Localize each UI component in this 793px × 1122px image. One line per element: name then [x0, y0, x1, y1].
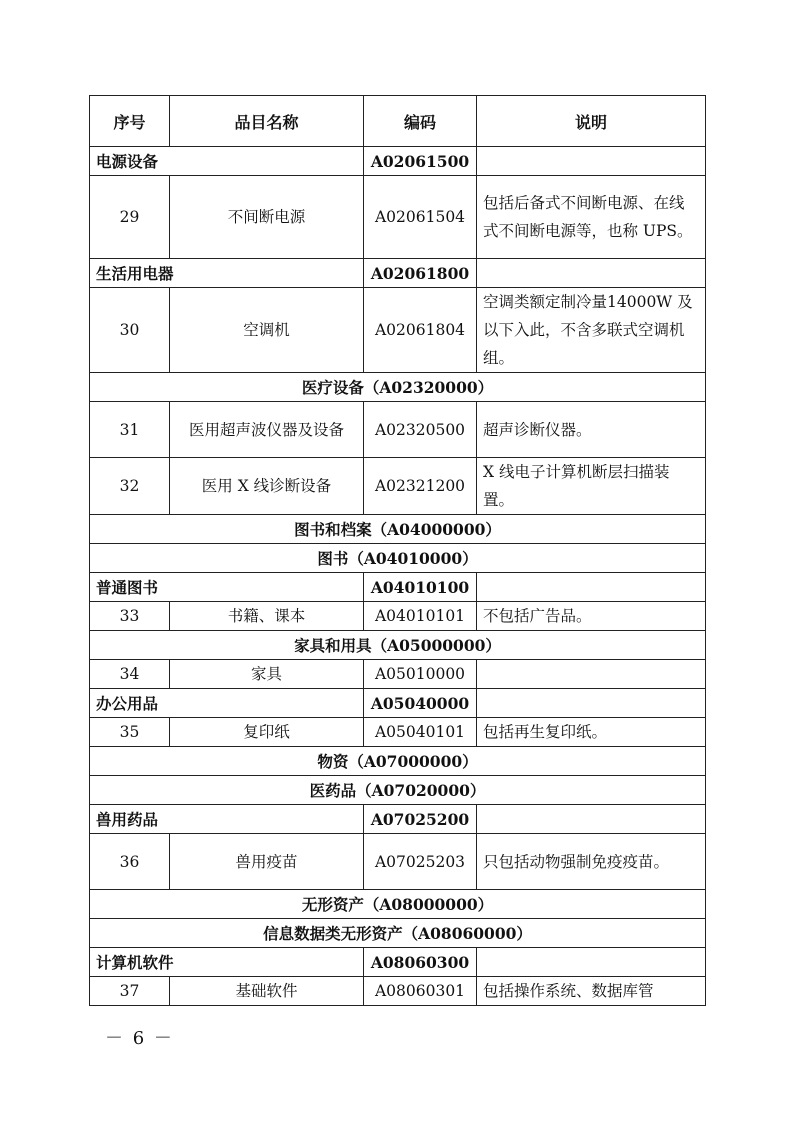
item-no: 32 — [90, 458, 170, 515]
item-code: A02061804 — [364, 288, 477, 373]
item-no: 29 — [90, 176, 170, 259]
category-name: 办公用品 — [90, 689, 364, 718]
item-no: 37 — [90, 977, 170, 1006]
empty-cell — [477, 689, 706, 718]
item-desc: 超声诊断仪器。 — [477, 402, 706, 458]
item-desc: X 线电子计算机断层扫描装置。 — [477, 458, 706, 515]
category-name: 计算机软件 — [90, 948, 364, 977]
item-desc: 包括后备式不间断电源、在线式不间断电源等，也称 UPS。 — [477, 176, 706, 259]
item-name: 书籍、课本 — [170, 602, 364, 631]
header-no: 序号 — [90, 96, 170, 147]
category-code: A02061500 — [364, 147, 477, 176]
category-row — [90, 948, 706, 977]
table-row — [90, 660, 706, 689]
table-header-row — [90, 96, 706, 147]
item-code: A04010101 — [364, 602, 477, 631]
section-row — [90, 373, 706, 402]
category-code: A05040000 — [364, 689, 477, 718]
empty-cell — [477, 805, 706, 834]
item-code: A02320500 — [364, 402, 477, 458]
section-title: 物资（A07000000） — [90, 747, 706, 776]
category-code: A07025200 — [364, 805, 477, 834]
table-row — [90, 288, 706, 373]
category-name: 生活用电器 — [90, 259, 364, 288]
section-row — [90, 776, 706, 805]
item-name: 兽用疫苗 — [170, 834, 364, 890]
item-name: 医用超声波仪器及设备 — [170, 402, 364, 458]
category-name: 电源设备 — [90, 147, 364, 176]
header-name: 品目名称 — [170, 96, 364, 147]
item-desc: 不包括广告品。 — [477, 602, 706, 631]
category-row — [90, 259, 706, 288]
item-name: 复印纸 — [170, 718, 364, 747]
item-code: A02061504 — [364, 176, 477, 259]
section-row — [90, 515, 706, 544]
section-title: 图书和档案（A04000000） — [90, 515, 706, 544]
item-no: 31 — [90, 402, 170, 458]
item-name: 医用 X 线诊断设备 — [170, 458, 364, 515]
category-row — [90, 573, 706, 602]
category-code: A04010100 — [364, 573, 477, 602]
item-no: 34 — [90, 660, 170, 689]
section-title: 家具和用具（A05000000） — [90, 631, 706, 660]
section-row — [90, 890, 706, 919]
table-row — [90, 834, 706, 890]
category-name: 普通图书 — [90, 573, 364, 602]
section-title: 无形资产（A08000000） — [90, 890, 706, 919]
item-no: 36 — [90, 834, 170, 890]
table-row — [90, 602, 706, 631]
table-row — [90, 176, 706, 259]
item-name: 家具 — [170, 660, 364, 689]
item-code: A05010000 — [364, 660, 477, 689]
item-code: A05040101 — [364, 718, 477, 747]
item-desc: 包括再生复印纸。 — [477, 718, 706, 747]
item-desc — [477, 660, 706, 689]
table-row — [90, 402, 706, 458]
table-row — [90, 718, 706, 747]
section-row — [90, 747, 706, 776]
section-row — [90, 919, 706, 948]
section-row — [90, 544, 706, 573]
section-title: 信息数据类无形资产（A08060000） — [90, 919, 706, 948]
category-row — [90, 147, 706, 176]
empty-cell — [477, 147, 706, 176]
category-name: 兽用药品 — [90, 805, 364, 834]
section-title: 图书（A04010000） — [90, 544, 706, 573]
item-no: 35 — [90, 718, 170, 747]
section-row — [90, 631, 706, 660]
category-row — [90, 689, 706, 718]
item-code: A08060301 — [364, 977, 477, 1006]
item-name: 空调机 — [170, 288, 364, 373]
item-code: A02321200 — [364, 458, 477, 515]
item-desc: 只包括动物强制免疫疫苗。 — [477, 834, 706, 890]
item-no: 30 — [90, 288, 170, 373]
item-no: 33 — [90, 602, 170, 631]
category-row — [90, 805, 706, 834]
category-code: A08060300 — [364, 948, 477, 977]
item-code: A07025203 — [364, 834, 477, 890]
page-number: － 6 － — [105, 1028, 174, 1049]
empty-cell — [477, 573, 706, 602]
table-row — [90, 458, 706, 515]
item-name: 不间断电源 — [170, 176, 364, 259]
procurement-catalog-table — [89, 95, 705, 1006]
table-row — [90, 977, 706, 1006]
item-name: 基础软件 — [170, 977, 364, 1006]
header-desc: 说明 — [477, 96, 706, 147]
header-code: 编码 — [364, 96, 477, 147]
empty-cell — [477, 948, 706, 977]
category-code: A02061800 — [364, 259, 477, 288]
empty-cell — [477, 259, 706, 288]
section-title: 医药品（A07020000） — [90, 776, 706, 805]
item-desc: 包括操作系统、数据库管 — [477, 977, 706, 1006]
section-title: 医疗设备（A02320000） — [90, 373, 706, 402]
item-desc: 空调类额定制冷量14000W 及以下入此，不含多联式空调机组。 — [477, 288, 706, 373]
